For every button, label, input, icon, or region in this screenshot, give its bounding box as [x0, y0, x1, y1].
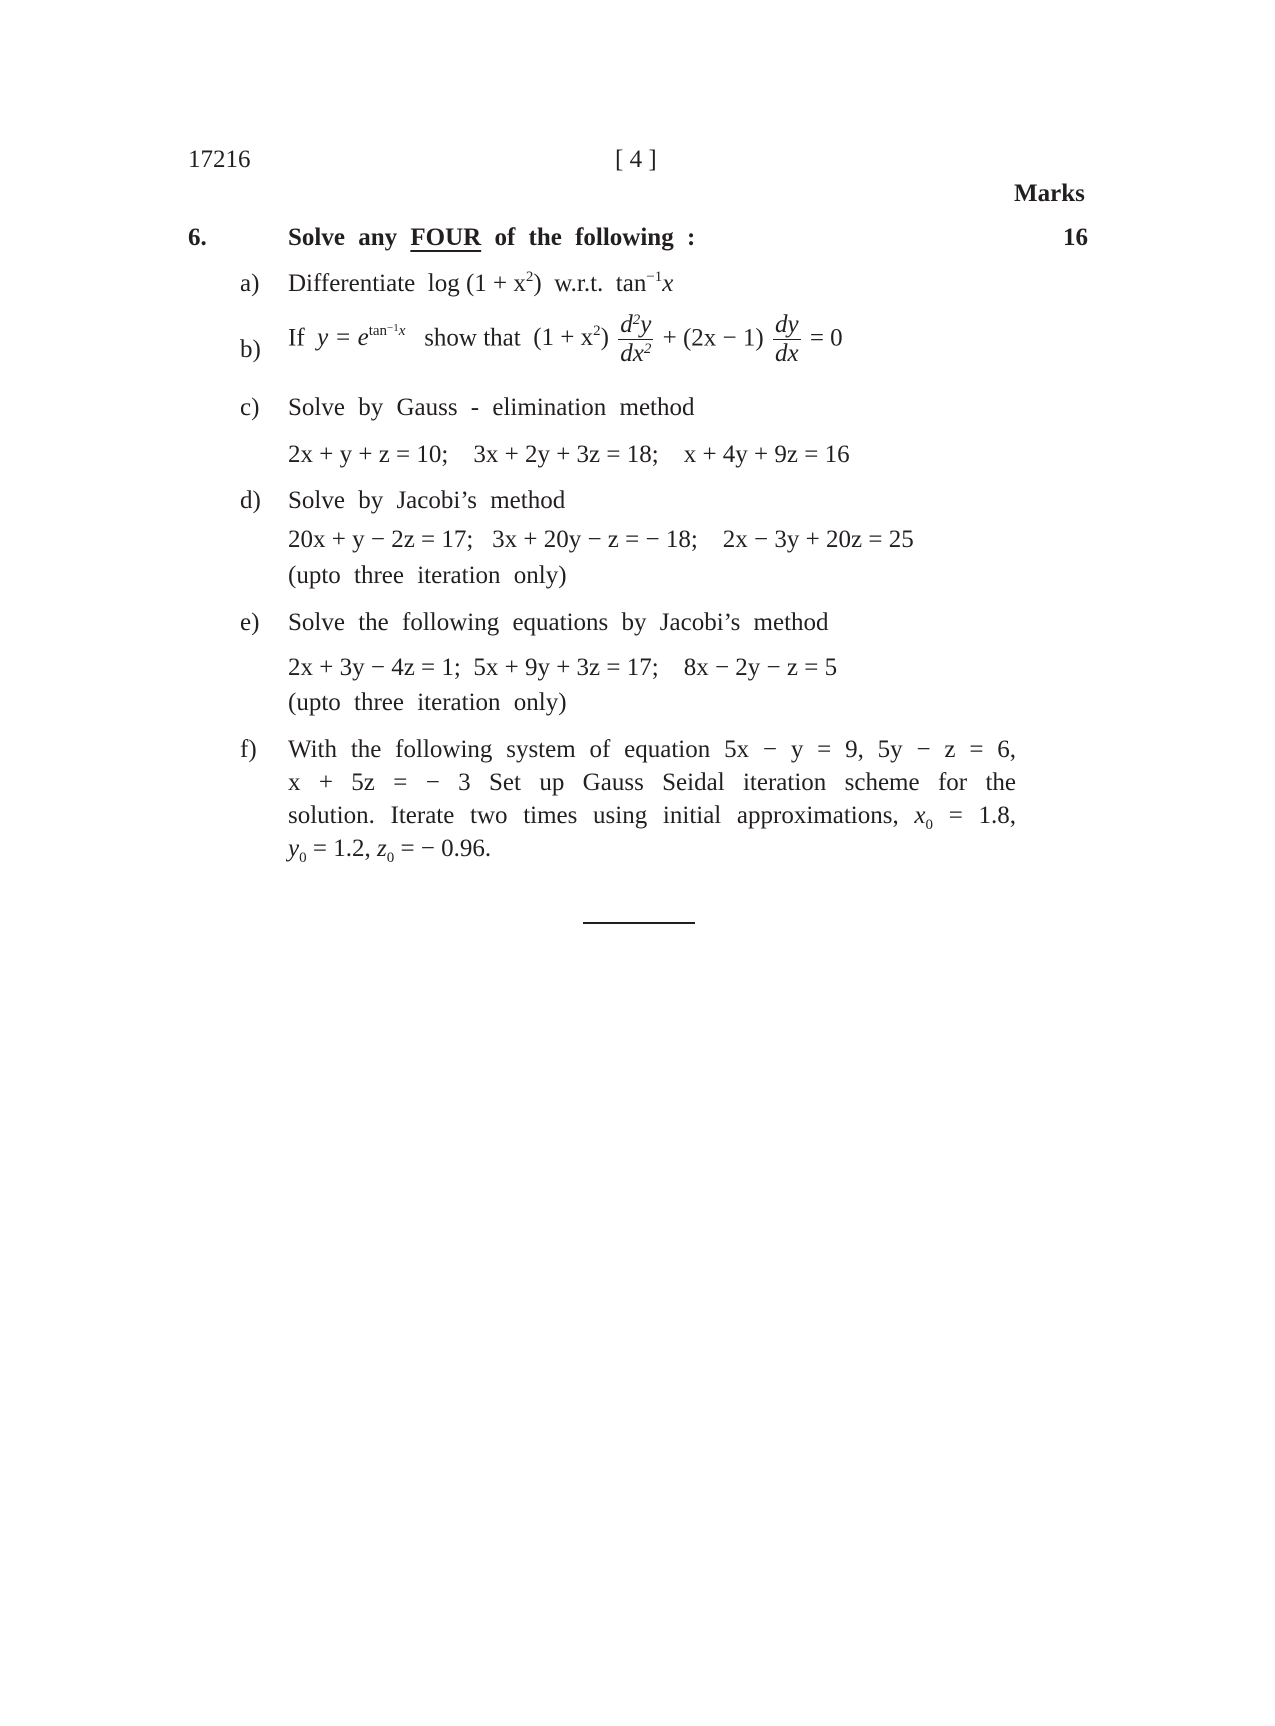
part-a-instruction: Differentiate — [288, 270, 416, 297]
part-a-label: a) — [240, 270, 260, 297]
part-f-text-1: With the following system of equation — [288, 736, 711, 763]
part-b-if: If — [288, 324, 305, 352]
equation: 2x + 3y − 4z = 1; — [288, 654, 461, 681]
part-f-line-4 — [288, 835, 492, 866]
part-f-line-3 — [288, 802, 1016, 833]
page-number: [ 4 ] — [615, 146, 657, 173]
equation: x + 4y + 9z = 16 — [683, 441, 850, 468]
equation: 8x − 2y − z = 5 — [683, 654, 838, 681]
end-of-page-rule — [583, 922, 695, 924]
part-b-first-derivative: $\frac{dy}{dx}$ — [774, 311, 799, 368]
part-d-equations — [288, 527, 914, 552]
part-a-wrt: w.r.t. — [554, 270, 604, 297]
part-b-label: b) — [240, 336, 261, 363]
part-b-rhs: = 0 — [809, 324, 843, 352]
equation: 2x − 3y + 20z = 25 — [722, 526, 914, 553]
part-e-note: (upto three iteration only) — [288, 689, 567, 716]
instruction-pre: Solve any — [288, 224, 398, 251]
equation: 3x + 20y − z = − 18; — [492, 526, 698, 553]
paper-code: 17216 — [188, 146, 251, 173]
part-f-label: f) — [240, 736, 257, 763]
part-b-term1: $(1 + x^2)$ — [533, 323, 609, 352]
part-a-expr1: $\log (1 + x^2)$ — [427, 269, 542, 297]
question-number: 6. — [188, 224, 207, 251]
part-f-text-3: solution. Iterate two times using initial approximations, — [288, 802, 899, 829]
part-b-term2: + (2x − 1) — [662, 324, 764, 352]
part-e-label: e) — [240, 609, 260, 636]
part-b-text — [288, 312, 843, 368]
part-c-equations — [288, 442, 850, 467]
part-c-text: Solve by Gauss - elimination method — [288, 394, 695, 421]
marks-label: Marks — [1014, 180, 1085, 207]
part-a-expr2: $\tan^{-1}x$ — [615, 269, 674, 297]
part-d-label: d) — [240, 487, 261, 514]
equation: 5x + 9y + 3z = 17; — [473, 654, 659, 681]
part-f-line-1 — [288, 737, 1016, 762]
part-b-show-that: show that — [424, 324, 521, 352]
equation: 5y − z = 6, — [877, 736, 1017, 763]
equation: 2x + y + z = 10; — [288, 441, 449, 468]
equation: 5x − y = 9, — [724, 736, 864, 763]
equation: x + 5z = − 3 — [288, 769, 471, 796]
x0-value: $x_0 = 1.8$, — [914, 802, 1016, 833]
question-instruction — [288, 225, 695, 250]
equation: 20x + y − 2z = 17; — [288, 526, 474, 553]
part-f-line-2 — [288, 770, 1016, 795]
part-a-text — [288, 271, 673, 296]
part-e-text: Solve the following equations by Jacobi’s method — [288, 609, 829, 636]
part-f-text-2: Set up Gauss Seidal iteration scheme for the — [489, 769, 1017, 796]
question-marks: 16 — [1063, 224, 1088, 251]
z0-value: $z_0$ = − 0.96. — [376, 835, 492, 866]
part-b-second-derivative: $\frac{d^2y}{dx^2}$ — [620, 311, 652, 368]
part-c-label: c) — [240, 394, 260, 421]
part-e-equations — [288, 655, 837, 680]
part-d-note: (upto three iteration only) — [288, 562, 567, 589]
instruction-post: of the following : — [494, 224, 696, 251]
part-d-text: Solve by Jacobi’s method — [288, 487, 566, 514]
y0-value: $y_0 = 1.2$, — [288, 835, 371, 866]
instruction-emphasis: FOUR — [410, 224, 482, 251]
equation: 3x + 2y + 3z = 18; — [473, 441, 659, 468]
part-b-lhs: $y = e^{tan^{-1}x}$ — [317, 322, 406, 352]
